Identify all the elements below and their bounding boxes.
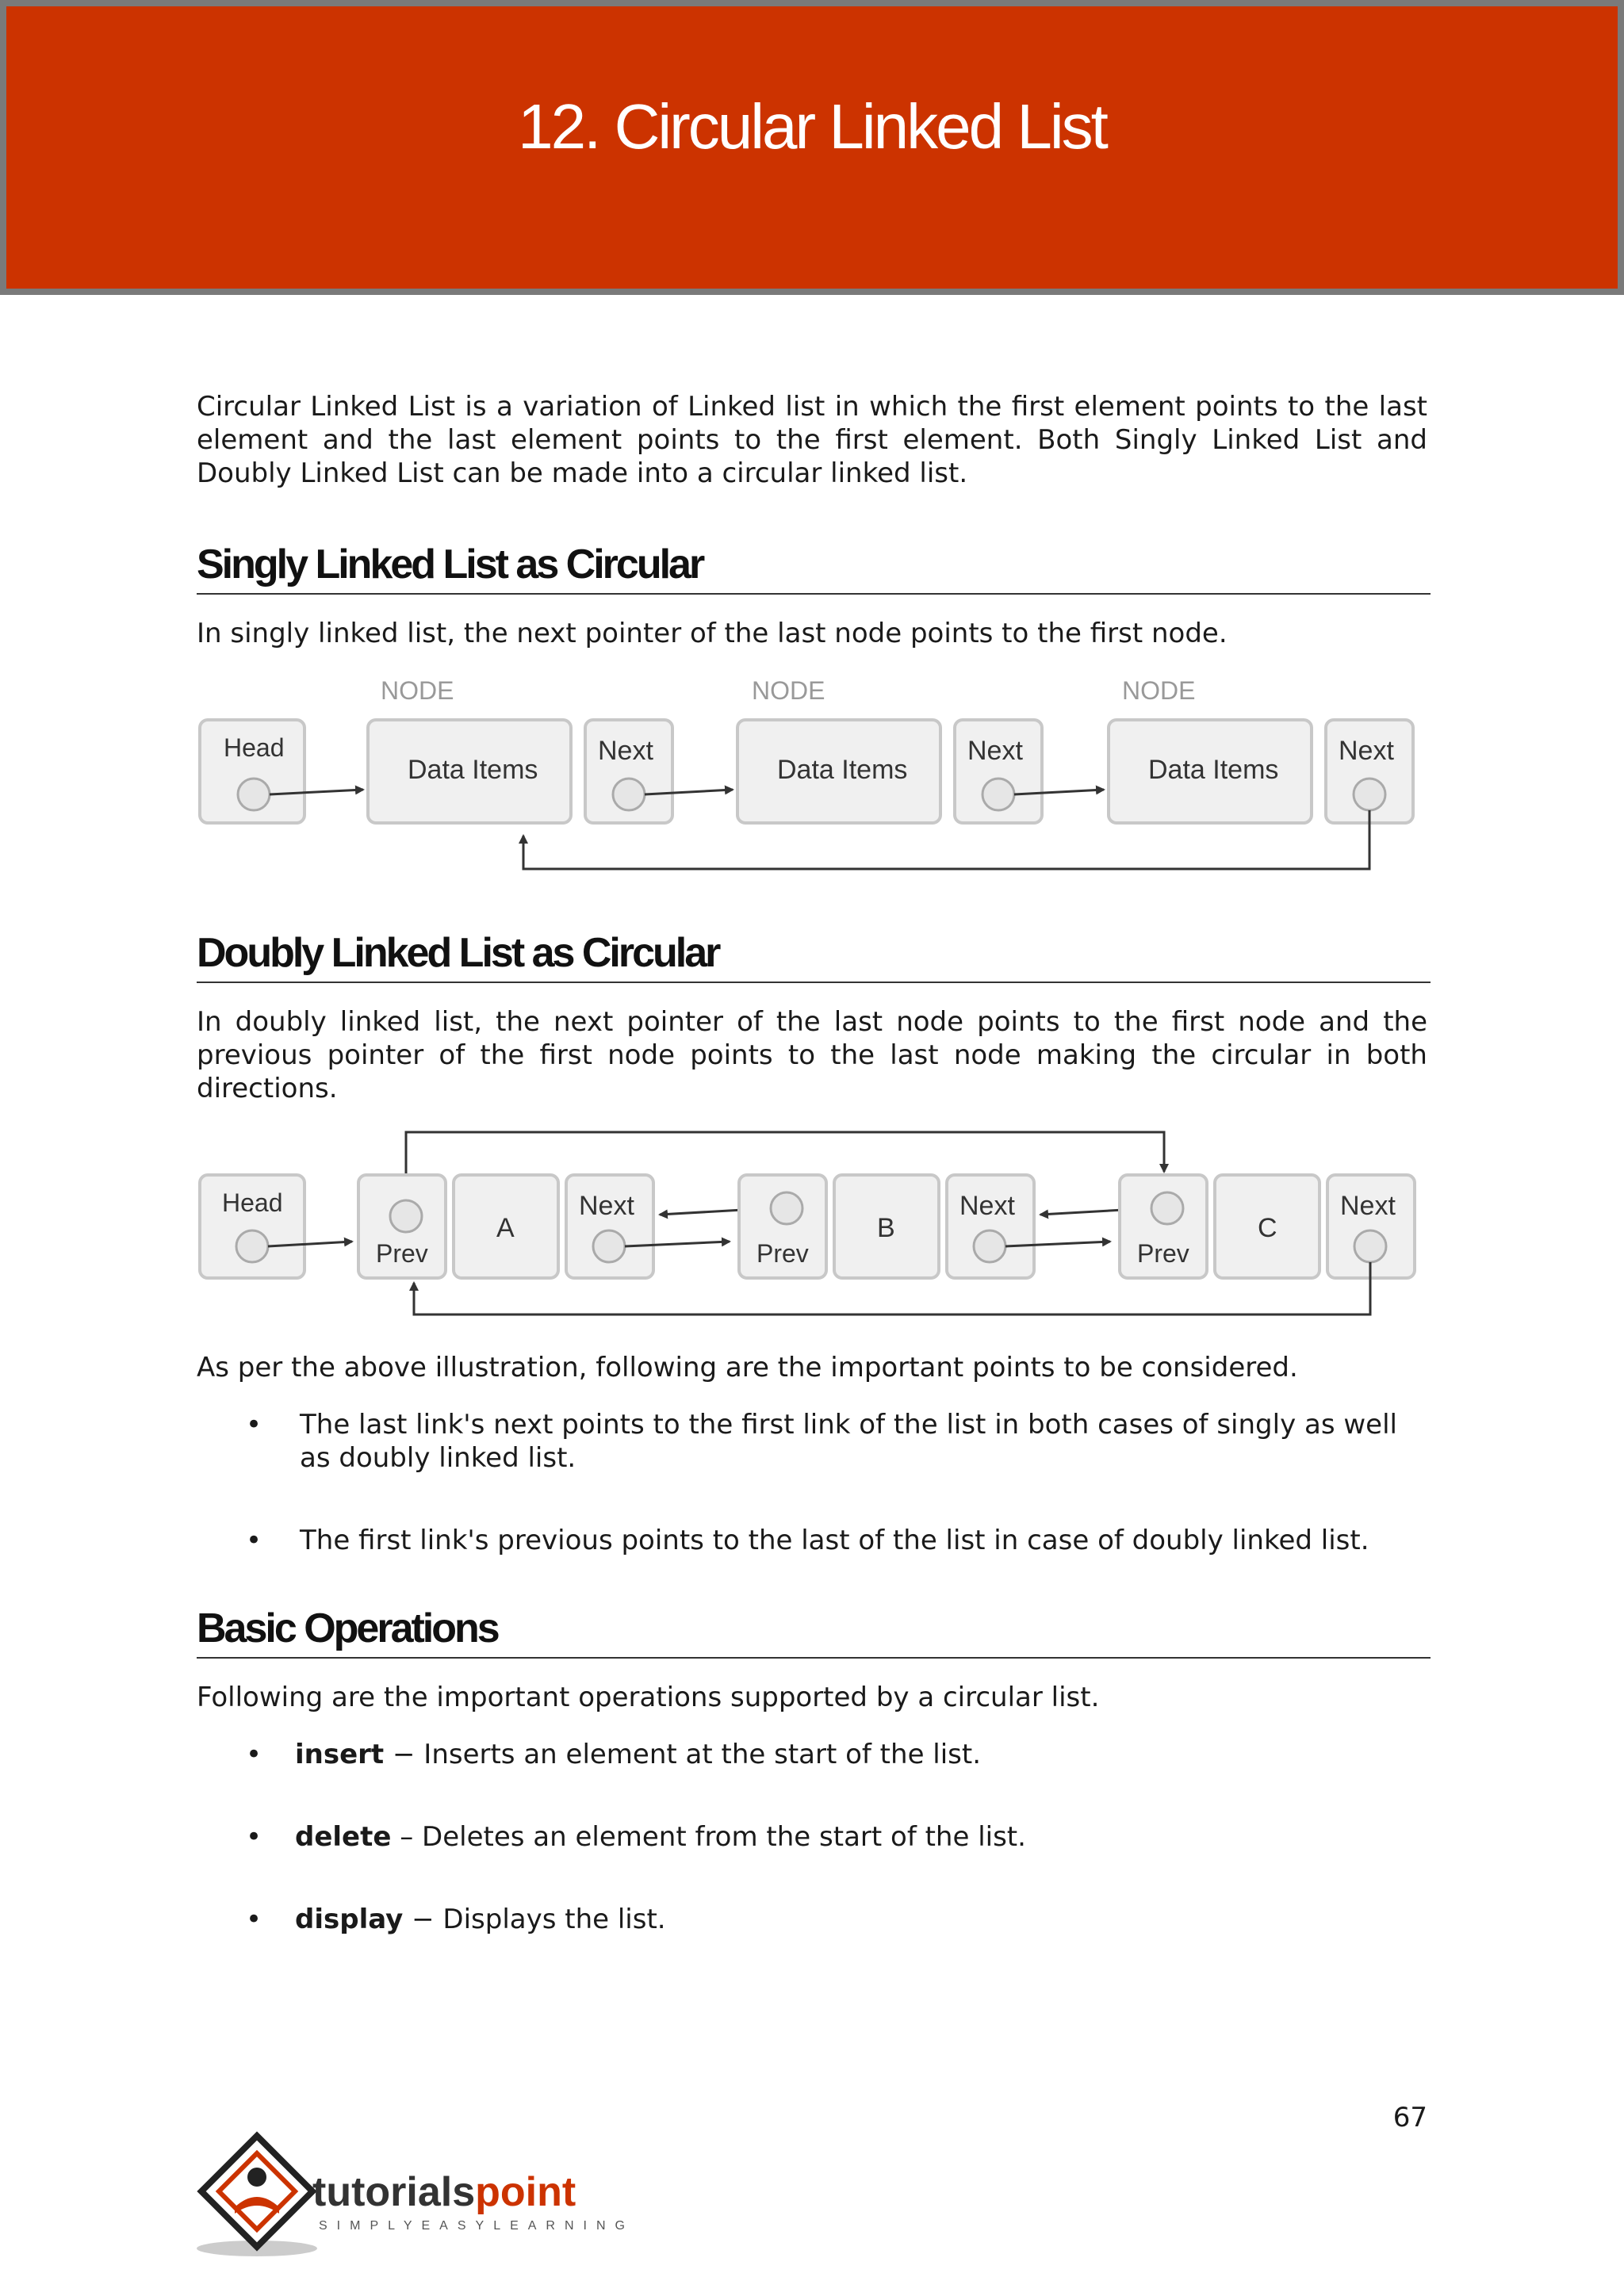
bullet-icon: •: [246, 1525, 262, 1556]
prev-pointer: [771, 1192, 802, 1224]
prev-label: Prev: [1137, 1239, 1189, 1268]
tutorialspoint-logo: [193, 2131, 638, 2258]
node-a: [358, 1175, 653, 1278]
next-pointer: [613, 779, 645, 810]
intro-paragraph: Circular Linked List is a variation of Linked list in which the first element points to the last element and the last element points to the first element. Both Singly Linked List and Doubly Linked List can be made into a circular linked list.: [197, 391, 1427, 489]
next-label: Next: [959, 1191, 1015, 1221]
head-label: Head: [224, 733, 285, 762]
operations-section-heading: Basic Operations: [197, 1605, 1431, 1659]
operation-name: display: [295, 1904, 404, 1935]
next-label: Next: [598, 736, 653, 766]
head-box: [200, 1175, 304, 1278]
operation-name: delete: [295, 1821, 392, 1853]
node-label: NODE: [1122, 676, 1196, 705]
data-items-label: Data Items: [1148, 755, 1279, 785]
operation-description: − Displays the list.: [403, 1904, 666, 1935]
list-item-text: The first link's previous points to the last of the list in case of doubly linked list.: [300, 1525, 1369, 1556]
prev-pointer: [390, 1200, 422, 1232]
head-label: Head: [222, 1188, 283, 1217]
prev-label: Prev: [376, 1239, 428, 1268]
operation-description: – Deletes an element from the start of the list.: [391, 1821, 1026, 1853]
node-3: [1109, 720, 1413, 823]
node-label: NODE: [381, 676, 454, 705]
singly-section-heading: Singly Linked List as Circular: [197, 541, 1431, 595]
head-pointer: [238, 779, 270, 810]
bullet-icon: •: [246, 1409, 262, 1441]
prev-label: Prev: [756, 1239, 809, 1268]
prev-pointer: [1151, 1192, 1183, 1224]
next-label: Next: [967, 736, 1023, 766]
doubly-circular-diagram: [197, 1124, 1434, 1327]
next-pointer: [974, 1230, 1005, 1262]
singly-circular-diagram: [197, 668, 1434, 882]
page-title: 12. Circular Linked List: [518, 91, 1106, 162]
operation-description: − Inserts an element at the start of the list.: [384, 1739, 982, 1770]
doubly-description: In doubly linked list, the next pointer of the last node points to the first node and the previous pointer of the first node points to the last node making the circular in both directions.: [197, 1006, 1427, 1104]
node-value: A: [496, 1213, 515, 1243]
next-label: Next: [579, 1191, 634, 1221]
logo-tagline: SIMPLYEASYLEARNING: [319, 2219, 634, 2233]
next-label: Next: [1340, 1191, 1396, 1221]
singly-description: In singly linked list, the next pointer of the last node points to the first node.: [197, 618, 1228, 649]
node-2: [737, 720, 1042, 823]
head-pointer: [236, 1230, 268, 1262]
node-label: NODE: [752, 676, 825, 705]
doubly-section-heading: Doubly Linked List as Circular: [197, 929, 1431, 983]
next-pointer: [1354, 779, 1385, 810]
operations-description: Following are the important operations supported by a circular list.: [197, 1682, 1100, 1713]
bullet-icon: •: [246, 1904, 262, 1935]
next-pointer: [593, 1230, 625, 1262]
next-pointer: [982, 779, 1014, 810]
list-item-text: The last link's next points to the first link of the list in both cases of singly as well as doubly linked list.: [300, 1409, 1397, 1474]
next-pointer: [1354, 1230, 1386, 1262]
operation-name: insert: [295, 1739, 385, 1770]
head-box: [200, 720, 304, 823]
bullet-icon: •: [246, 1821, 262, 1853]
node-value: B: [877, 1213, 895, 1243]
next-label: Next: [1339, 736, 1394, 766]
title-banner: [0, 0, 1624, 295]
node-1: [368, 720, 672, 823]
bullet-icon: •: [246, 1739, 262, 1770]
logo-brand-text: tutorialspoint: [312, 2169, 576, 2215]
node-value: C: [1258, 1213, 1277, 1243]
page-number: 67: [1392, 2102, 1427, 2133]
data-items-label: Data Items: [777, 755, 908, 785]
node-b: [739, 1175, 1034, 1278]
data-items-label: Data Items: [408, 755, 538, 785]
points-intro: As per the above illustration, following are the important points to be considered.: [197, 1352, 1298, 1383]
